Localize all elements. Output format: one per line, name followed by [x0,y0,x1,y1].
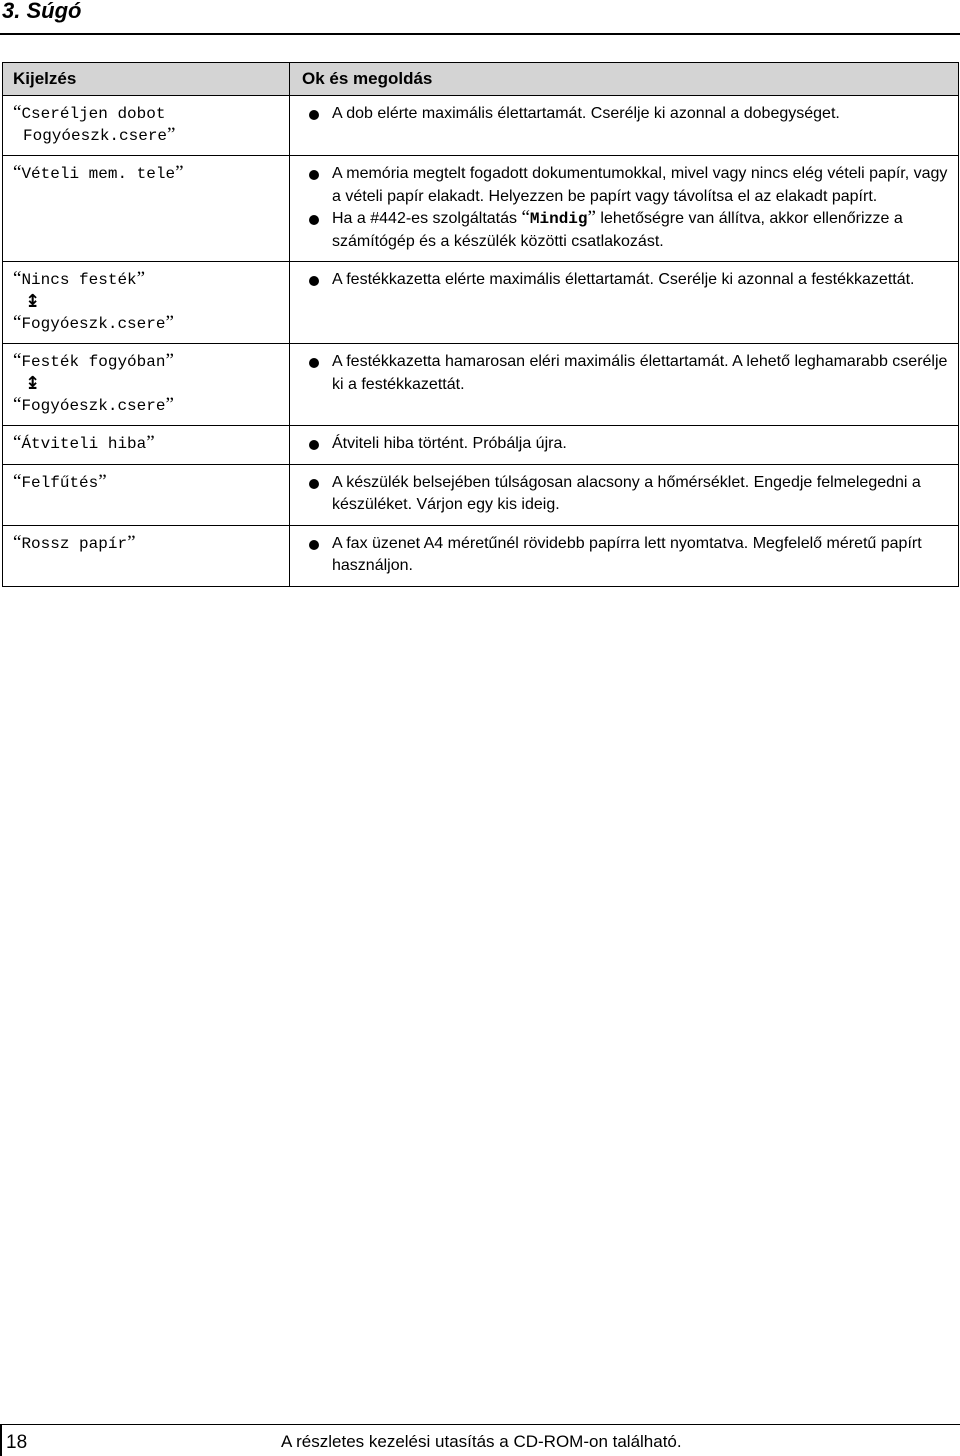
solution-item: A festékkazetta hamarosan eléri maximális élettartamát. A lehető leghamarabb cserélje ki a festékkazettát. [302,351,948,396]
table-row [3,525,959,586]
solution-cell [290,262,959,344]
display-line: “Fogyóeszk.csere” [13,312,174,333]
mode-code: Mindig [529,210,588,228]
display-line: “Cseréljen dobot [13,102,166,123]
table-row [3,464,959,525]
display-line: “Vételi mem. tele” [13,162,184,183]
footer-note: A részletes kezelési utasítás a CD-ROM-on található. [281,1432,682,1451]
solution-item: Átviteli hiba történt. Próbálja újra. [302,433,948,456]
solution-item: A készülék belsejében túlságosan alacsony a hőmérséklet. Engedje felmelegedni a készüléket. Várjon egy kis ideig. [302,472,948,517]
display-cell [3,525,290,586]
solution-cell [290,156,959,262]
display-line: “Rossz papír” [13,531,136,553]
section-title: 3. Súgó [2,0,82,23]
table-row [3,262,959,344]
header-solution: Ok és megoldás [290,63,959,96]
solution-cell [290,426,959,465]
display-line: Fogyóeszk.csere” [23,124,176,145]
table-row [3,156,959,262]
display-cell [3,96,290,156]
display-line: “Felfűtés” [13,470,107,492]
header-display: Kijelzés [3,63,290,96]
solution-item: A festékkazetta elérte maximális élettartamát. Cserélje ki azonnal a festékkazettát. [302,269,948,292]
solution-item: A dob elérte maximális élettartamát. Cserélje ki azonnal a dobegységet. [302,103,948,126]
display-line: “Fogyóeszk.csere” [13,394,174,415]
footer-rule [0,1424,960,1425]
solution-item: Ha a #442-es szolgáltatás “Mindig” lehetőségre van állítva, akkor ellenőrizze a számítógép és a készülék közötti csatlakozást. [302,208,948,253]
table-row [3,344,959,426]
display-cell [3,156,290,262]
solution-item: A fax üzenet A4 méretűnél rövidebb papírra lett nyomtatva. Megfelelő méretű papírt használjon. [302,533,948,578]
table-header-row [3,63,959,96]
display-cell [3,426,290,465]
solution-item: A memória megtelt fogadott dokumentumokkal, mivel vagy nincs elég vételi papír, vagy a vételi papír elakadt. Helyezzen be papírt vagy távolítsa el az elakadt papírt. [302,163,948,208]
table-row [3,426,959,465]
page-number: 18 [6,1432,28,1453]
display-cell [3,262,290,344]
footer-edge-bar [0,1424,2,1456]
table-row [3,96,959,156]
display-cell [3,344,290,426]
display-line: “Festék fogyóban” [13,350,174,371]
title-rule [0,33,960,35]
display-line: “Nincs festék” [13,268,146,289]
solution-cell [290,464,959,525]
solution-cell [290,96,959,156]
alternating-arrow-icon: ↨ [25,291,41,312]
solution-cell [290,525,959,586]
solution-cell [290,344,959,426]
troubleshooting-table [2,62,959,587]
alternating-arrow-icon: ↨ [25,373,41,394]
display-cell [3,464,290,525]
display-line: “Átviteli hiba” [13,432,155,453]
